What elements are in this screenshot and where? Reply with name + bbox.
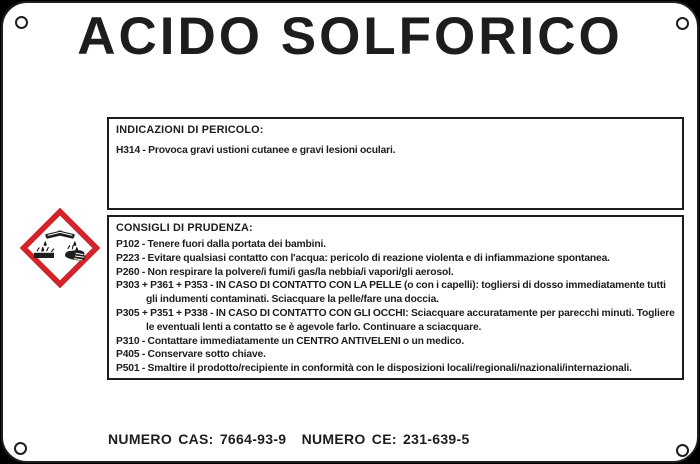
precautionary-statements-box: [107, 215, 684, 380]
precautionary-statement: P223 - Evitare qualsiasi contatto con l'acqua: pericolo di reazione violenta e di infiammazione spontanea.: [116, 252, 610, 264]
precautionary-statement: P305 + P351 + P338 - IN CASO DI CONTATTO CON GLI OCCHI: Sciacquare accuratamente per parecchi minuti. Togliere le eventuali lenti a contatto se è agevole farlo. Continuare a sciacquare.: [116, 307, 675, 333]
hazard-statements-box: [107, 117, 684, 210]
sign-plate: [1, 1, 699, 463]
mounting-hole-bottom-right: [676, 444, 689, 457]
cas-label: NUMERO CAS:: [108, 431, 214, 447]
precautionary-statement: P501 - Smaltire il prodotto/recipiente in conformità con le disposizioni locali/regionali/nazionali/internazionali.: [116, 363, 632, 375]
hazard-box-header: INDICAZIONI DI PERICOLO:: [116, 124, 264, 136]
ghs05-corrosion-icon: [20, 208, 100, 288]
precautionary-statement: P405 - Conservare sotto chiave.: [116, 349, 266, 361]
hazard-statements-list: [116, 144, 675, 158]
mounting-hole-bottom-left: [14, 442, 27, 455]
chemical-name-title: ACIDO SOLFORICO: [77, 7, 623, 66]
precautionary-statement: P102 - Tenere fuori dalla portata dei bambini.: [116, 239, 326, 250]
precautionary-statement: P303 + P361 + P353 - IN CASO DI CONTATTO CON LA PELLE (o con i capelli): togliersi di dosso immediatamente tutti gli indumenti contaminati. Sciacquare la pelle/fare una doccia.: [116, 280, 666, 306]
precautionary-statement: P260 - Non respirare la polvere/i fumi/i gas/la nebbia/i vapori/gli aerosol.: [116, 266, 454, 278]
ce-value: 231-639-5: [403, 431, 470, 447]
hazard-statement: H314 - Provoca gravi ustioni cutanee e gravi lesioni oculari.: [116, 145, 396, 156]
precautionary-statement: P310 - Contattare immediatamente un CENTRO ANTIVELENI o un medico.: [116, 335, 465, 347]
ce-label: NUMERO CE:: [301, 431, 397, 447]
cas-value: 7664-93-9: [219, 431, 287, 447]
precaution-box-header: CONSIGLI DI PRUDENZA:: [116, 222, 253, 234]
registry-numbers: [108, 431, 470, 447]
precautionary-statements-list: [116, 238, 675, 376]
